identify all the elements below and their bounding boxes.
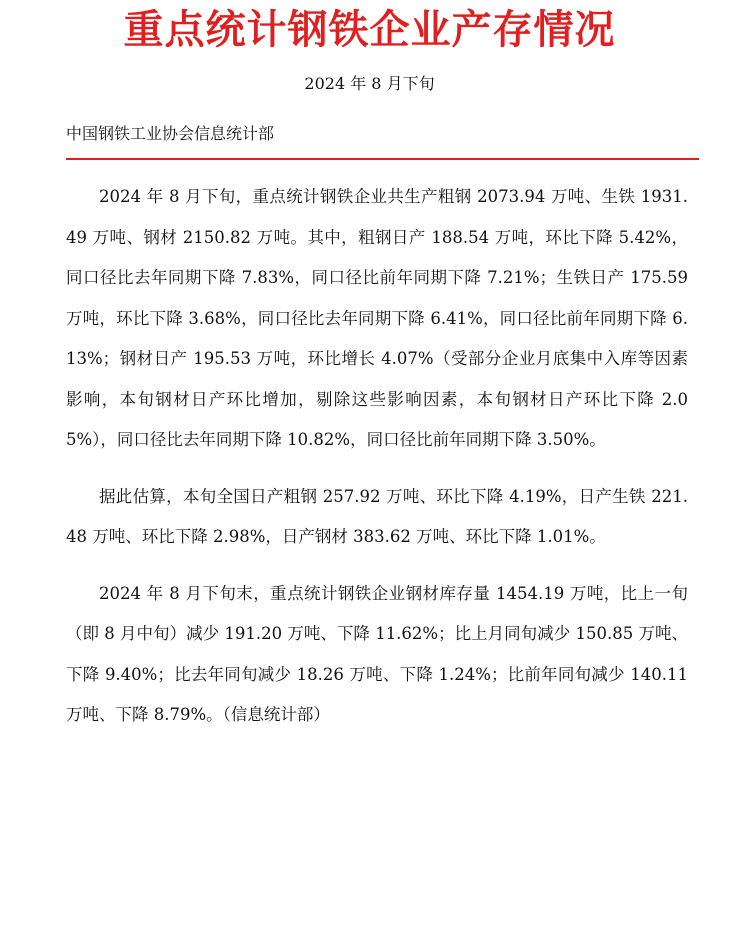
paragraph-inventory: 2024 年 8 月下旬末，重点统计钢铁企业钢材库存量 1454.19 万吨，比上一旬（即 8 月中旬）减少 191.20 万吨、下降 11.62%；比上月同旬减少 150.85 万吨、下降 9.40%；比去年同旬减少 18.26 万吨、下降 1.24%；比前年同旬减少 140.11 万吨、下降 8.79%。（信息统计部） [66, 583, 688, 724]
document-issuer: 中国钢铁工业协会信息统计部 [66, 124, 275, 143]
paragraph-production: 2024 年 8 月下旬，重点统计钢铁企业共生产粗钢 2073.94 万吨、生铁 1931.49 万吨、钢材 2150.82 万吨。其中，粗钢日产 188.54 万吨，环比下降 5.42%，同口径比去年同期下降 7.83%，同口径比前年同期下降 7.21%；生铁日产 175.59 万吨，环比下降 3.68%，同口径比去年同期下降 6.41%，同口径比前年同期下降 6.13%；钢材日产 195.53 万吨，环比增长 4.07%（受部分企业月底集中入库等因素影响，本旬钢材日产环比增加，剔除这些影响因素，本旬钢材日产环比下降 2.05%），同口径比去年同期下降 10.82%，同口径比前年同期下降 3.50%。 [66, 187, 688, 449]
document-body [66, 177, 688, 752]
header-divider [66, 158, 699, 160]
paragraph-national-estimate: 据此估算，本旬全国日产粗钢 257.92 万吨、环比下降 4.19%，日产生铁 221.48 万吨、环比下降 2.98%，日产钢材 383.62 万吨、环比下降 1.01%。 [66, 486, 688, 546]
document-date: 2024 年 8 月下旬 [304, 74, 435, 93]
document-title: 重点统计钢铁企业产存情况 [123, 6, 616, 53]
